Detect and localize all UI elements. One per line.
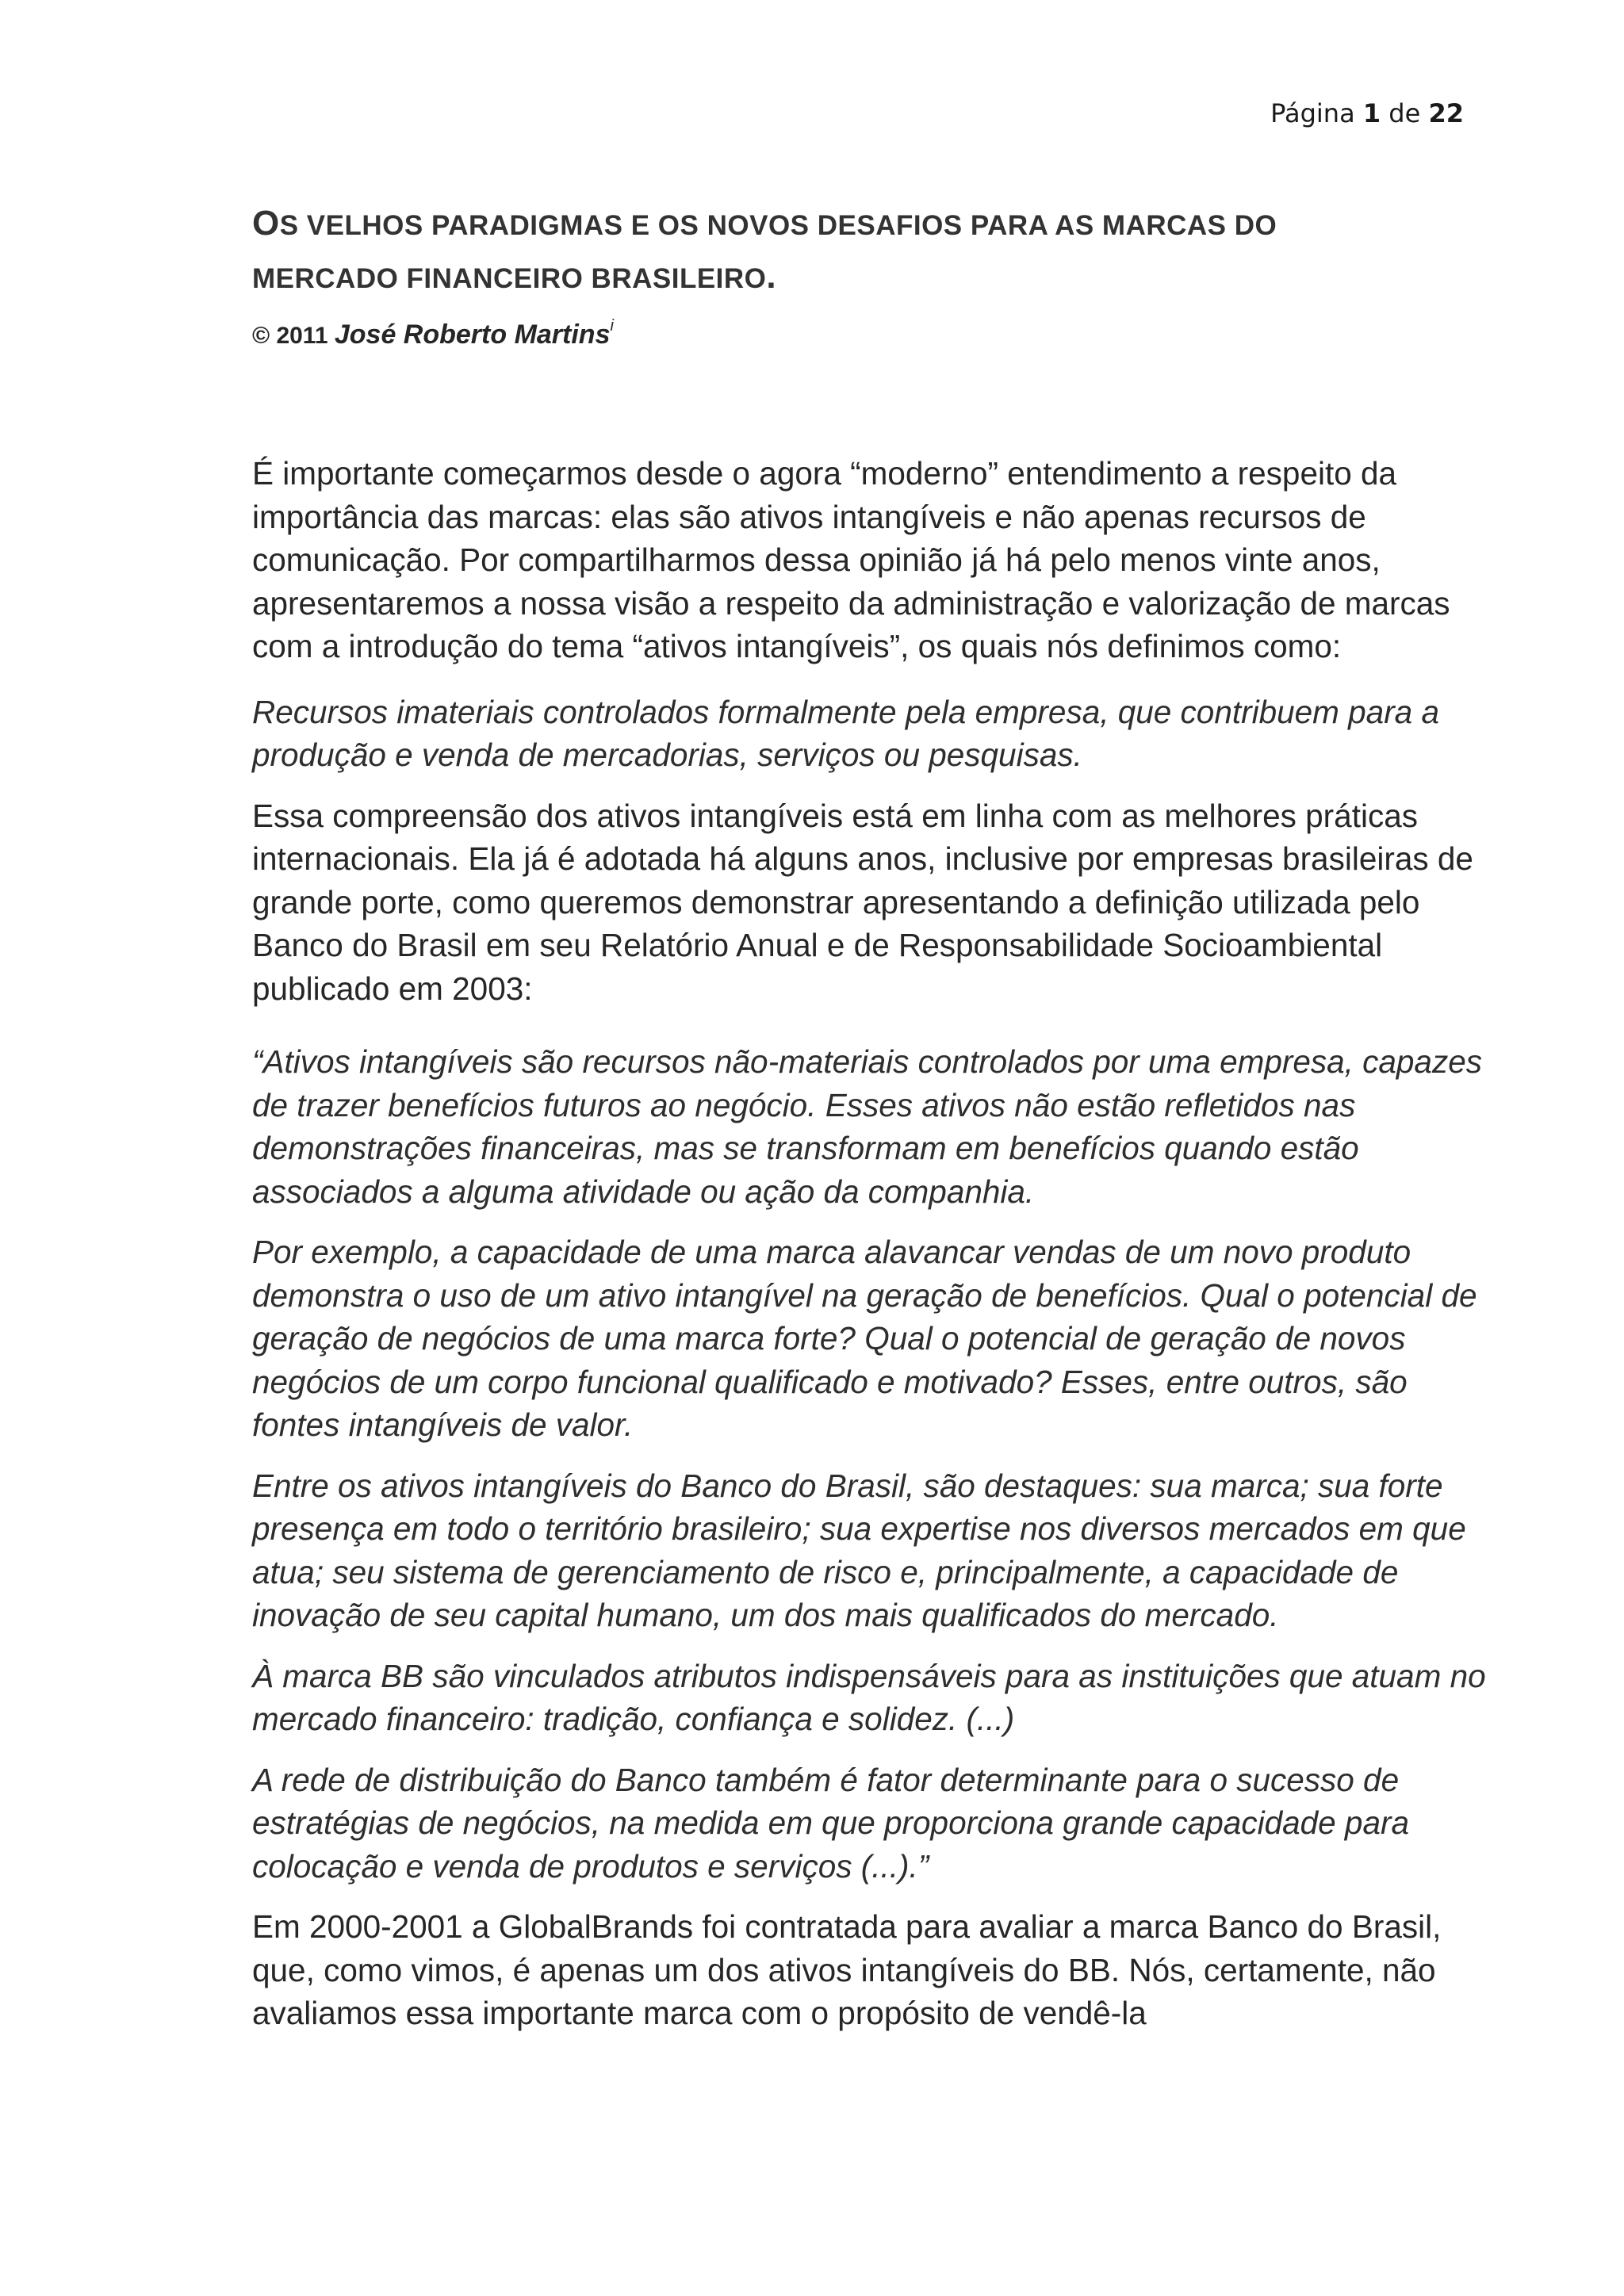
quote-paragraph: Por exemplo, a capacidade de uma marca alavancar vendas de um novo produto demonstra o uso de um ativo intangível na geração de benefícios. Qual o potencial de geração de negócios de uma marca forte? Qual o potencial de geração de novos negócios de um corpo funcional qualificado e motivado? Esses, entre outros, são fontes intangíveis de valor.	[252, 1234, 1477, 1443]
definition-quote: Recursos imateriais controlados formalmente pela empresa, que contribuem para a produção e venda de mercadorias, serviços ou pesquisas.	[252, 693, 1439, 773]
page-total: 22	[1428, 98, 1464, 128]
quote-paragraph: Entre os ativos intangíveis do Banco do Brasil, são destaques: sua marca; sua forte presença em todo o território brasileiro; sua expertise nos diversos mercados em que atua; seu sistema de gerenciamento de risco e, principalmente, a capacidade de inovação de seu capital humano, um dos mais qualificados do mercado.	[252, 1467, 1466, 1633]
title-initial-cap: O	[252, 204, 280, 243]
footnote-marker: i	[610, 317, 614, 335]
title-line-2: MERCADO FINANCEIRO BRASILEIRO	[252, 263, 767, 294]
paragraph: Essa compreensão dos ativos intangíveis está em linha com as melhores práticas internacionais. Ela já é adotada há alguns anos, inclusive por empresas brasileiras de grande porte, como queremos demonstrar apresentando a definição utilizada pelo Banco do Brasil em seu Relatório Anual e de Responsabilidade Socioambiental publicado em 2003:	[252, 797, 1473, 1007]
page-mid: de	[1381, 98, 1429, 128]
quote-paragraph: A rede de distribuição do Banco também é fator determinante para o sucesso de estratégias de negócios, na medida em que proporciona grande capacidade para colocação e venda de produtos e serviços (...).”	[252, 1761, 1409, 1885]
title-line-1: S VELHOS PARADIGMAS E OS NOVOS DESAFIOS PARA AS MARCAS DO	[279, 210, 1277, 241]
author-name: José Roberto Martins	[334, 320, 611, 350]
document-title	[252, 198, 1489, 304]
paragraph: É importante começarmos desde o agora “moderno” entendimento a respeito da importância das marcas: elas são ativos intangíveis e não apenas recursos de comunicação. Por compartilharmos dessa opinião já há pelo menos vinte anos, apresentaremos a nossa visão a respeito da administração e valorização de marcas com a introdução do tema “ativos intangíveis”, os quais nós definimos como:	[252, 455, 1450, 664]
page-prefix: Página	[1270, 98, 1363, 128]
quote-paragraph: “Ativos intangíveis são recursos não-materiais controlados por uma empresa, capazes de trazer benefícios futuros ao negócio. Esses ativos não estão refletidos nas demonstrações financeiras, mas se transformam em benefícios quando estão associados a alguma atividade ou ação da companhia.	[252, 1043, 1482, 1210]
title-period: .	[766, 257, 777, 296]
body-text	[252, 452, 1489, 2035]
page-number	[1270, 98, 1464, 128]
byline	[252, 317, 614, 350]
copyright-notice: © 2011	[252, 323, 335, 349]
paragraph: Em 2000-2001 a GlobalBrands foi contratada para avaliar a marca Banco do Brasil, que, como vimos, é apenas um dos ativos intangíveis do BB. Nós, certamente, não avaliamos essa importante marca com o propósito de vendê-la	[252, 1908, 1442, 2031]
page-current: 1	[1362, 98, 1381, 128]
quote-paragraph: À marca BB são vinculados atributos indispensáveis para as instituições que atuam no mercado financeiro: tradição, confiança e solidez. (...)	[252, 1657, 1486, 1737]
